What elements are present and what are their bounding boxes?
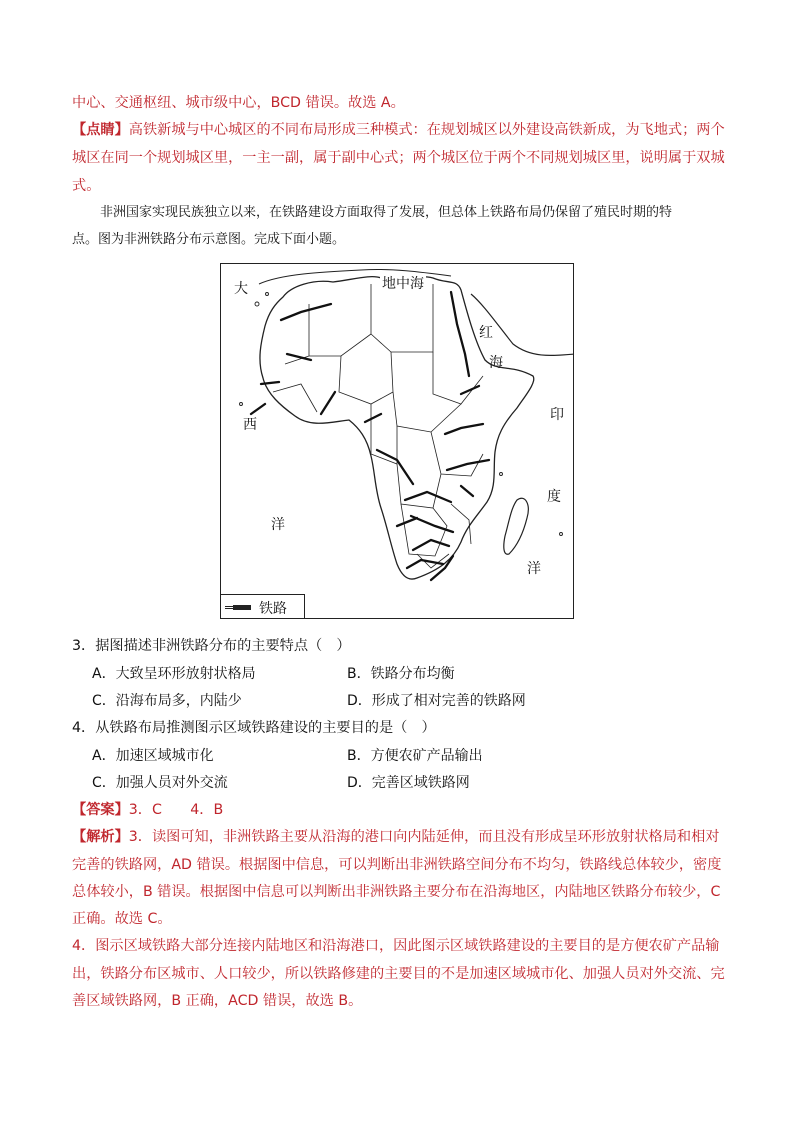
label-yin: 印 bbox=[550, 407, 564, 423]
analysis-line-2: 完善的铁路网，AD 错误。根据图中信息，可以判断出非洲铁路空间分布不均匀，铁路线总体较少，密度 bbox=[72, 857, 722, 873]
dianjing-line-1 bbox=[72, 120, 725, 140]
prev-answer-tail: 中心、交通枢纽、城市级中心，BCD 错误。故选 A。 bbox=[72, 95, 405, 111]
analysis-line-1 bbox=[72, 827, 719, 847]
question-3-option-b[interactable]: B．铁路分布均衡 bbox=[347, 666, 455, 682]
question-4-option-d[interactable]: D．完善区域铁路网 bbox=[347, 775, 470, 791]
question-3-option-a[interactable]: A．大致呈环形放射状格局 bbox=[92, 666, 256, 682]
intro-line-1: 非洲国家实现民族独立以来，在铁路建设方面取得了发展，但总体上铁路布局仍保留了殖民时期的特 bbox=[100, 205, 673, 220]
label-du: 度 bbox=[547, 489, 561, 505]
analysis-line-5: 4．图示区域铁路大部分连接内陆地区和沿海港口，因此图示区域铁路建设的主要目的是方便农矿产品输 bbox=[72, 938, 720, 954]
intro-line-2: 点。图为非洲铁路分布示意图。完成下面小题。 bbox=[72, 232, 346, 247]
question-3-option-c[interactable]: C．沿海布局多，内陆少 bbox=[92, 693, 242, 709]
legend-label: 铁路 bbox=[259, 601, 287, 617]
answer-line bbox=[72, 800, 223, 820]
analysis-line-6: 出，铁路分布区城市、人口较少，所以铁路修建的主要目的不是加速区域城市化、加强人员对外交流、完 bbox=[72, 966, 725, 982]
label-hong: 红 bbox=[479, 325, 493, 341]
railway-legend-icon-fill bbox=[233, 605, 251, 610]
label-xi: 西 bbox=[243, 417, 257, 433]
label-yang-left: 洋 bbox=[271, 517, 285, 533]
analysis-line-3: 总体较小，B 错误。根据图中信息可以判断出非洲铁路主要分布在沿海地区，内陆地区铁路分布较少，C bbox=[72, 884, 721, 900]
label-mediterranean: 地中海 bbox=[382, 276, 424, 292]
label-yang-right: 洋 bbox=[527, 561, 541, 577]
dianjing-text-1: 高铁新城与中心城区的不同布局形成三种模式：在规划城区以外建设高铁新成，为飞地式；两个 bbox=[128, 122, 725, 138]
question-4-option-c[interactable]: C．加强人员对外交流 bbox=[92, 775, 228, 791]
question-4-option-b[interactable]: B．方便农矿产品输出 bbox=[347, 748, 483, 764]
analysis-text-1: 3．读图可知，非洲铁路主要从沿海的港口向内陆延伸，而且没有形成呈环形放射状格局和相对 bbox=[128, 829, 720, 845]
label-hai: 海 bbox=[489, 355, 503, 371]
map-legend bbox=[221, 594, 305, 618]
africa-railway-map bbox=[220, 263, 574, 619]
answer-tag: 【答案】 bbox=[72, 802, 129, 818]
label-da: 大 bbox=[234, 281, 248, 297]
question-4-stem: 4．从铁路布局推测图示区域铁路建设的主要目的是（ ） bbox=[72, 720, 436, 736]
analysis-tag: 【解析】 bbox=[72, 829, 129, 845]
question-3-option-d[interactable]: D．形成了相对完善的铁路网 bbox=[347, 693, 526, 709]
analysis-line-4: 正确。故选 C。 bbox=[72, 911, 172, 927]
question-3-stem: 3．据图描述非洲铁路分布的主要特点（ ） bbox=[72, 638, 351, 654]
dianjing-tag: 【点睛】 bbox=[72, 122, 129, 138]
dianjing-line-2: 城区在同一个规划城区里，一主一副，属于副中心式；两个城区位于两个不同规划城区里，说明属于双城 bbox=[72, 150, 725, 166]
analysis-line-7: 善区域铁路网，B 正确，ACD 错误，故选 B。 bbox=[72, 993, 363, 1009]
dianjing-line-3: 式。 bbox=[72, 178, 101, 194]
question-4-option-a[interactable]: A．加速区域城市化 bbox=[92, 748, 214, 764]
answer-text: 3．C 4．B bbox=[128, 802, 224, 818]
africa-outline bbox=[221, 264, 574, 619]
